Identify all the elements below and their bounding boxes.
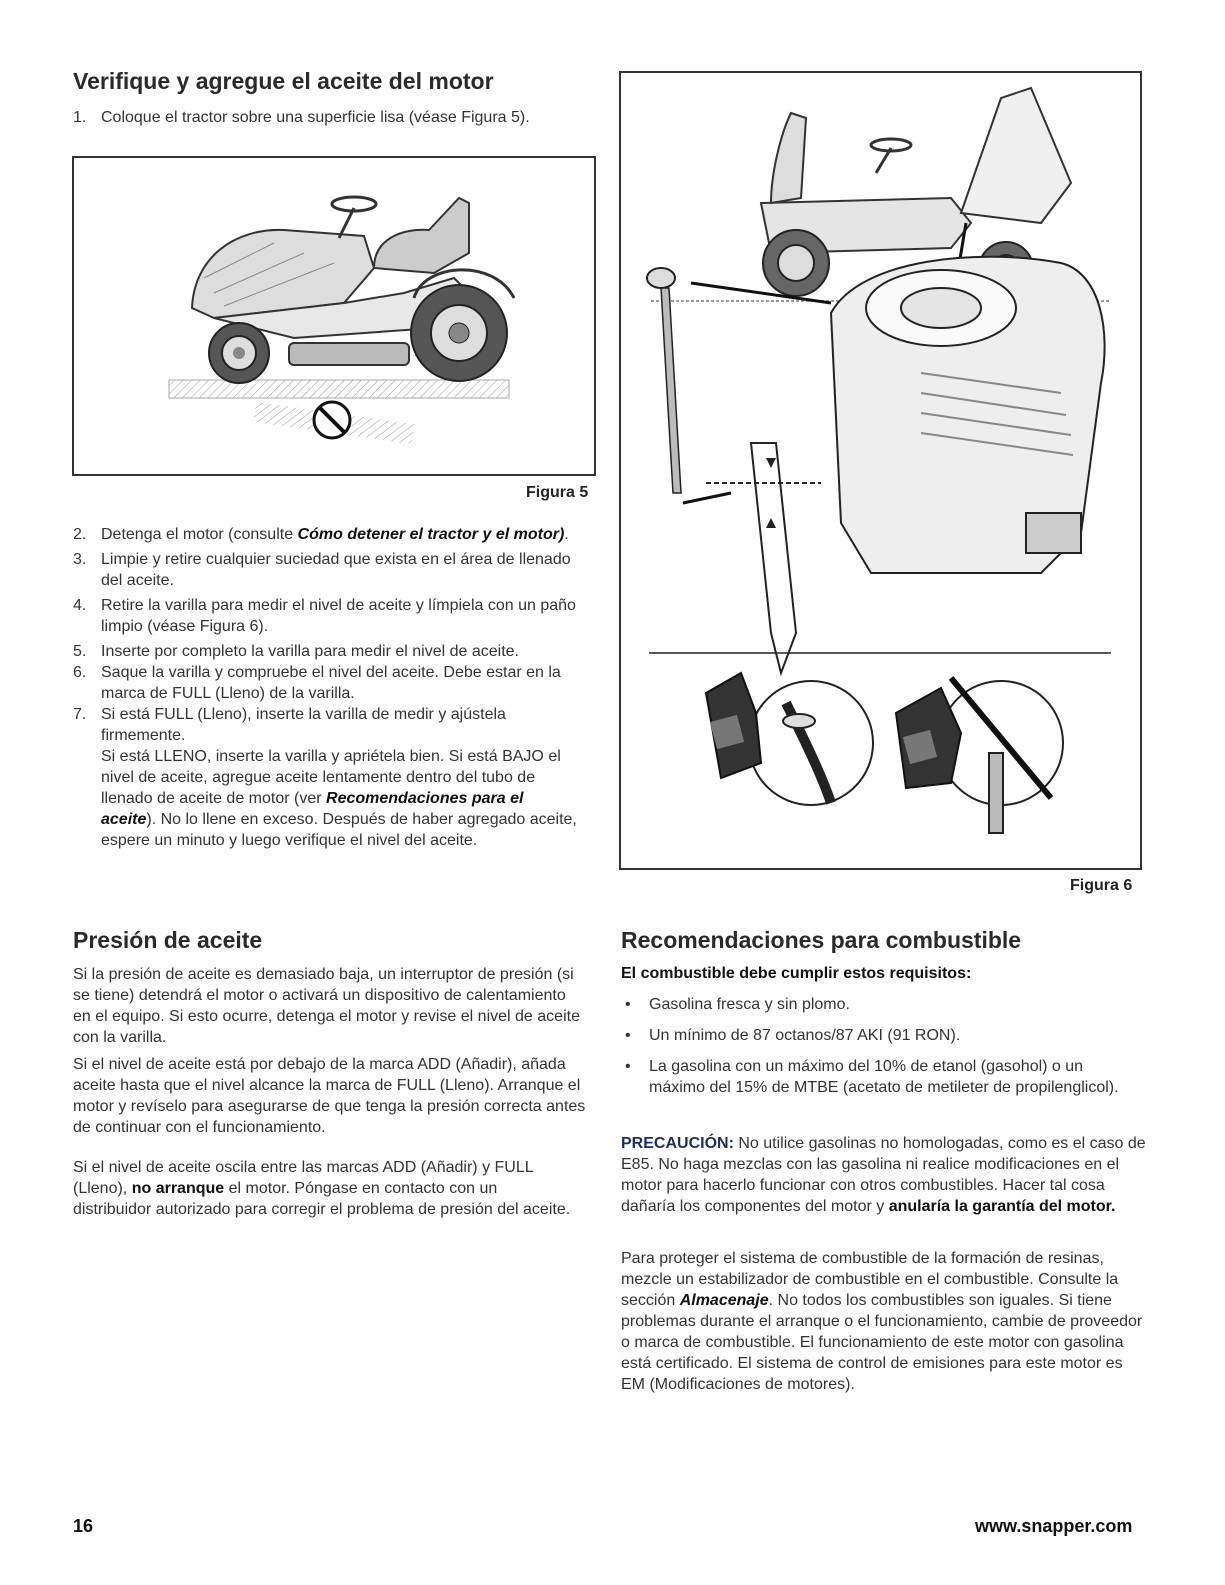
- raised-hood: [961, 88, 1071, 223]
- step-text: Limpie y retire cualquier suciedad que exista en el área de llenado del aceite.: [101, 551, 571, 589]
- steps-list-top: [73, 107, 583, 128]
- mower-deck: [289, 343, 409, 365]
- figure-5-tractor: [72, 156, 596, 476]
- no-start-emphasis: no arranque: [131, 1180, 225, 1197]
- tractor-illustration: [74, 158, 594, 474]
- ground-surface: [169, 380, 509, 398]
- figure-6-oil-check: [619, 71, 1142, 870]
- step-text: Si está LLENO, inserte la varilla y apriétela bien. Si está BAJO el nivel de aceite, agregue aceite lentamente dentro del tubo de llenado de aceite de motor (ver: [101, 748, 561, 807]
- link-oil-recommendations[interactable]: Recomendaciones para el aceite: [101, 790, 524, 828]
- oil-pour-correct: [706, 673, 873, 805]
- caution-text: No utilice gasolinas no homologadas, como es el caso de E85. No haga mezclas con las gasolina ni realice modificaciones en el motor para hacerlo funcionar con otros combustibles. Hacer tal cosa dañaría los componentes del motor y: [621, 1135, 1146, 1215]
- fuel-stabilizer-paragraph: [621, 1248, 1146, 1395]
- list-item: [73, 524, 583, 545]
- dipstick-cap: [647, 268, 675, 288]
- step-text: Saque la varilla y compruebe el nivel del aceite. Debe estar en la marca de FULL (Lleno) de la varilla.: [101, 664, 561, 702]
- oil-check-illustration: [621, 73, 1140, 868]
- tractor-seat: [374, 198, 469, 273]
- step-text-end: ). No lo llene en exceso. Después de haber agregado aceite, espere un minuto y luego verifique el nivel del aceite.: [101, 811, 577, 849]
- link-stop-tractor[interactable]: Cómo detener el tractor y el motor): [297, 526, 565, 543]
- step-number: 2.: [73, 526, 87, 543]
- link-storage[interactable]: Almacenaje: [679, 1292, 769, 1309]
- dipstick-rod: [661, 288, 681, 493]
- step-7-continuation: [101, 746, 583, 851]
- list-item: • Gasolina fresca y sin plomo.: [621, 994, 1121, 1015]
- oil-pour-incorrect: [896, 678, 1063, 833]
- paragraph-text: Para proteger el sistema de combustible de la formación de resinas, mezcle un estabilizador de combustible en el combustible. Consulte la sección: [621, 1250, 1119, 1309]
- paragraph-text-end: . No todos los combustibles son iguales. Si tiene problemas durante el arranque o el funcionamiento, cambie de proveedor o marca de combustible. El funcionamiento de este motor con gasolina está certificado. El sistema de control de emisiones para este motor es EM (Modificaciones de motores).: [621, 1292, 1143, 1393]
- fuel-requirements-list: [621, 994, 1121, 1098]
- step-text: Si está FULL (Lleno), inserte la varilla de medir y ajústela firmemente.: [101, 706, 506, 744]
- list-item: [73, 549, 583, 591]
- caution-paragraph: [621, 1133, 1146, 1217]
- section-heading-oil-pressure: Presión de aceite: [73, 927, 263, 953]
- oil-pressure-paragraph-3: [73, 1157, 578, 1220]
- step-number: 1.: [73, 109, 87, 126]
- list-item: [73, 641, 583, 662]
- list-item: • Un mínimo de 87 octanos/87 AKI (91 RON).: [621, 1025, 1121, 1046]
- oil-pressure-paragraph-1: Si la presión de aceite es demasiado baja, un interruptor de presión (si se tiene) detendrá el motor o activará un dispositivo de calentamiento en el equipo. Si esto ocurre, detenga el motor y revise el nivel de aceite con la varilla.: [73, 966, 580, 1046]
- list-item: [73, 107, 583, 128]
- figure-6-label: Figura 6: [1070, 877, 1133, 894]
- fuel-requirements-subheading: El combustible debe cumplir estos requisitos:: [621, 965, 972, 982]
- oil-pressure-paragraph-2: Si el nivel de aceite está por debajo de la marca ADD (Añadir), añada aceite hasta que el nivel alcance la marca de FULL (Lleno). Arranque el motor y revíselo para asegurarse de que tenga la presión correcta antes de continuar con el funcionamiento.: [73, 1056, 586, 1136]
- website-link[interactable]: www.snapper.com: [975, 1516, 1133, 1536]
- paragraph-text: Si el nivel de aceite oscila entre las marcas ADD (Añadir) y FULL (Lleno),: [73, 1159, 534, 1197]
- warranty-void-emphasis: anularía la garantía del motor.: [888, 1198, 1116, 1215]
- section-heading-oil-check: Verifique y agregue el aceite del motor: [73, 68, 494, 94]
- tractor-seat: [771, 113, 806, 203]
- step-text-end: .: [564, 526, 569, 543]
- step-number: 3.: [73, 551, 87, 568]
- figure-5-label: Figura 5: [526, 484, 589, 501]
- step-text: Detenga el motor (consulte: [101, 526, 298, 543]
- caution-label: PRECAUCIÓN:: [621, 1135, 734, 1152]
- step-text: Inserte por completo la varilla para medir el nivel de aceite.: [101, 643, 519, 660]
- step-text: Retire la varilla para medir el nivel de aceite y límpiela con un paño limpio (véase Figura 6).: [101, 597, 576, 635]
- paragraph-text-end: el motor. Póngase en contacto con un distribuidor autorizado para corregir el problema de presión del aceite.: [73, 1180, 571, 1218]
- page-number: 16: [73, 1516, 94, 1536]
- steps-list: [73, 524, 583, 851]
- step-number: 6.: [73, 664, 87, 681]
- step-number: 7.: [73, 706, 87, 723]
- list-item: [73, 662, 583, 704]
- section-heading-fuel: Recomendaciones para combustible: [621, 927, 1022, 953]
- dipstick-detail: [751, 443, 796, 673]
- step-number: 5.: [73, 643, 87, 660]
- list-item: [73, 595, 583, 637]
- list-item: • La gasolina con un máximo del 10% de etanol (gasohol) o un máximo del 15% de MTBE (acetato de metileter de propilenglicol).: [621, 1056, 1121, 1098]
- step-number: 4.: [73, 597, 87, 614]
- step-text: Coloque el tractor sobre una superficie lisa (véase Figura 5).: [101, 109, 530, 126]
- list-item: [73, 704, 583, 851]
